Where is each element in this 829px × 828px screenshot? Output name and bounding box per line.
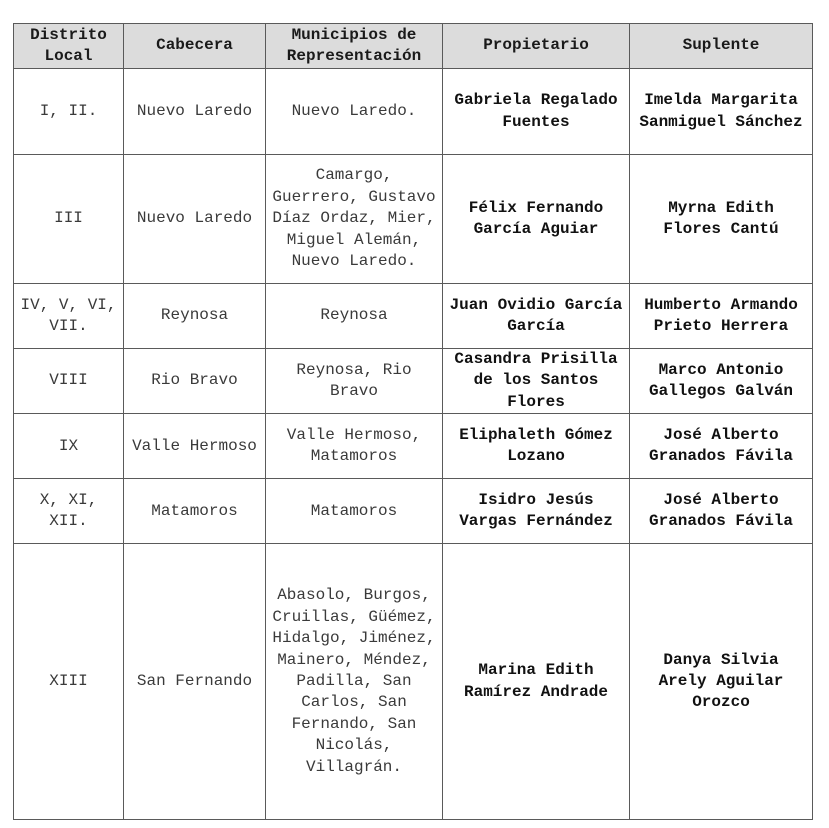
header-cabecera: Cabecera <box>124 24 266 69</box>
cell-suplente: Marco Antonio Gallegos Galván <box>630 349 813 414</box>
cell-suplente: Danya Silvia Arely Aguilar Orozco <box>630 544 813 820</box>
table-header-row <box>14 24 813 69</box>
cell-distrito: IX <box>14 414 124 479</box>
cell-suplente: José Alberto Granados Fávila <box>630 479 813 544</box>
cell-cabecera: Valle Hermoso <box>124 414 266 479</box>
table-row <box>14 69 813 155</box>
cell-municipios: Nuevo Laredo. <box>266 69 443 155</box>
cell-municipios: Reynosa, Rio Bravo <box>266 349 443 414</box>
cell-propietario: Eliphaleth Gómez Lozano <box>443 414 630 479</box>
cell-propietario: Félix Fernando García Aguiar <box>443 155 630 284</box>
cell-propietario: Isidro Jesús Vargas Fernández <box>443 479 630 544</box>
cell-cabecera: Matamoros <box>124 479 266 544</box>
document-page <box>13 23 812 820</box>
cell-cabecera: Nuevo Laredo <box>124 69 266 155</box>
cell-propietario: Gabriela Regalado Fuentes <box>443 69 630 155</box>
table-row <box>14 544 813 820</box>
cell-municipios: Camargo, Guerrero, Gustavo Díaz Ordaz, Mier, Miguel Alemán, Nuevo Laredo. <box>266 155 443 284</box>
cell-suplente: Myrna Edith Flores Cantú <box>630 155 813 284</box>
cell-propietario: Casandra Prisilla de los Santos Flores <box>443 349 630 414</box>
table-row <box>14 284 813 349</box>
cell-distrito: III <box>14 155 124 284</box>
cell-suplente: José Alberto Granados Fávila <box>630 414 813 479</box>
cell-propietario: Marina Edith Ramírez Andrade <box>443 544 630 820</box>
cell-cabecera: San Fernando <box>124 544 266 820</box>
cell-municipios: Matamoros <box>266 479 443 544</box>
cell-distrito: VIII <box>14 349 124 414</box>
table-row <box>14 414 813 479</box>
header-suplente: Suplente <box>630 24 813 69</box>
header-distrito-local: Distrito Local <box>14 24 124 69</box>
cell-municipios: Valle Hermoso, Matamoros <box>266 414 443 479</box>
cell-municipios: Reynosa <box>266 284 443 349</box>
cell-suplente: Humberto Armando Prieto Herrera <box>630 284 813 349</box>
table-row <box>14 349 813 414</box>
cell-cabecera: Nuevo Laredo <box>124 155 266 284</box>
header-municipios: Municipios de Representación <box>266 24 443 69</box>
cell-cabecera: Reynosa <box>124 284 266 349</box>
cell-distrito: I, II. <box>14 69 124 155</box>
districts-table <box>13 23 813 820</box>
table-row <box>14 479 813 544</box>
cell-distrito: XIII <box>14 544 124 820</box>
table-row <box>14 155 813 284</box>
cell-distrito: X, XI, XII. <box>14 479 124 544</box>
cell-distrito: IV, V, VI, VII. <box>14 284 124 349</box>
cell-propietario: Juan Ovidio García García <box>443 284 630 349</box>
header-propietario: Propietario <box>443 24 630 69</box>
cell-municipios: Abasolo, Burgos, Cruillas, Güémez, Hidalgo, Jiménez, Mainero, Méndez, Padilla, San Carlos, San Fernando, San Nicolás, Villagrán. <box>266 544 443 820</box>
cell-suplente: Imelda Margarita Sanmiguel Sánchez <box>630 69 813 155</box>
cell-cabecera: Rio Bravo <box>124 349 266 414</box>
